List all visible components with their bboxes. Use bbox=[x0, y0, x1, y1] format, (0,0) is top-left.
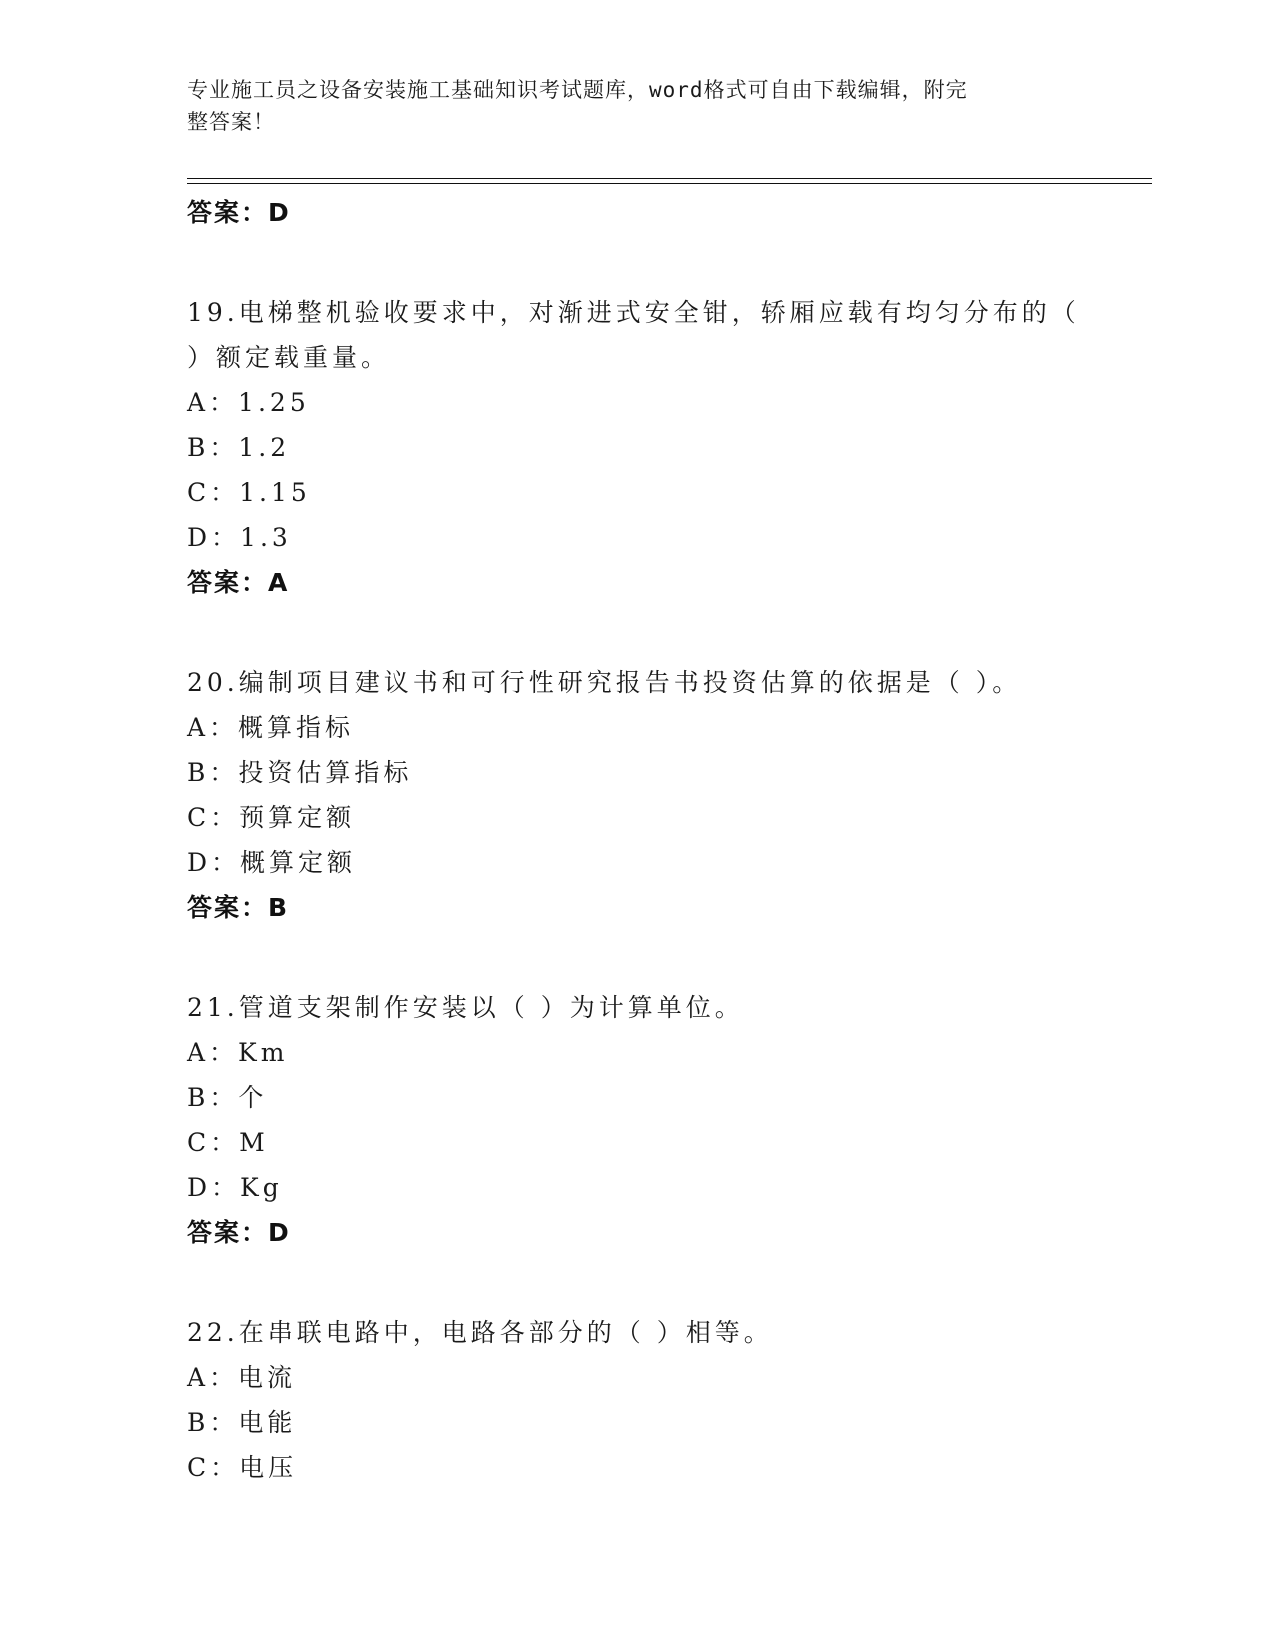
spacer bbox=[187, 1255, 1147, 1310]
answer-label: 答案：D bbox=[187, 198, 291, 227]
option-b: B：投资估算指标 bbox=[187, 758, 413, 787]
question-block bbox=[187, 1310, 1147, 1490]
header-rule-bottom bbox=[187, 183, 1152, 184]
option-d: D：Kg bbox=[187, 1173, 283, 1202]
option-d: D：1.3 bbox=[187, 523, 292, 552]
option-a: A：Km bbox=[187, 1038, 289, 1067]
spacer bbox=[187, 930, 1147, 985]
question-text: 22.在串联电路中，电路各部分的（ ）相等。 bbox=[187, 1318, 773, 1347]
option-c: C：电压 bbox=[187, 1453, 298, 1482]
answer-label: 答案：A bbox=[187, 568, 290, 597]
question-block bbox=[187, 660, 1147, 930]
option-c: C：预算定额 bbox=[187, 803, 356, 832]
option-a: A：概算指标 bbox=[187, 713, 355, 742]
option-b: B：个 bbox=[187, 1083, 268, 1112]
question-text: ）额定载重量。 bbox=[187, 343, 391, 372]
answer-label: 答案：D bbox=[187, 1218, 291, 1247]
question-list bbox=[187, 190, 1147, 1490]
option-a: A：1.25 bbox=[187, 388, 310, 417]
document-header bbox=[187, 74, 1067, 138]
spacer bbox=[187, 605, 1147, 660]
header-line-1: 专业施工员之设备安装施工基础知识考试题库，word格式可自由下载编辑，附完 bbox=[187, 78, 968, 102]
option-b: B：电能 bbox=[187, 1408, 297, 1437]
question-text: 19.电梯整机验收要求中，对渐进式安全钳，轿厢应载有均匀分布的（ bbox=[187, 298, 1080, 327]
question-block bbox=[187, 290, 1147, 605]
option-a: A：电流 bbox=[187, 1363, 297, 1392]
option-d: D：概算定额 bbox=[187, 848, 357, 877]
question-block bbox=[187, 985, 1147, 1255]
question-text: 20.编制项目建议书和可行性研究报告书投资估算的依据是（ ）。 bbox=[187, 668, 1022, 697]
question-text: 21.管道支架制作安装以（ ）为计算单位。 bbox=[187, 993, 744, 1022]
answer-label: 答案：B bbox=[187, 893, 290, 922]
header-rule-top bbox=[187, 178, 1152, 179]
spacer bbox=[187, 235, 1147, 290]
option-c: C：M bbox=[187, 1128, 269, 1157]
option-c: C：1.15 bbox=[187, 478, 311, 507]
header-line-2: 整答案！ bbox=[187, 110, 275, 134]
option-b: B：1.2 bbox=[187, 433, 291, 462]
